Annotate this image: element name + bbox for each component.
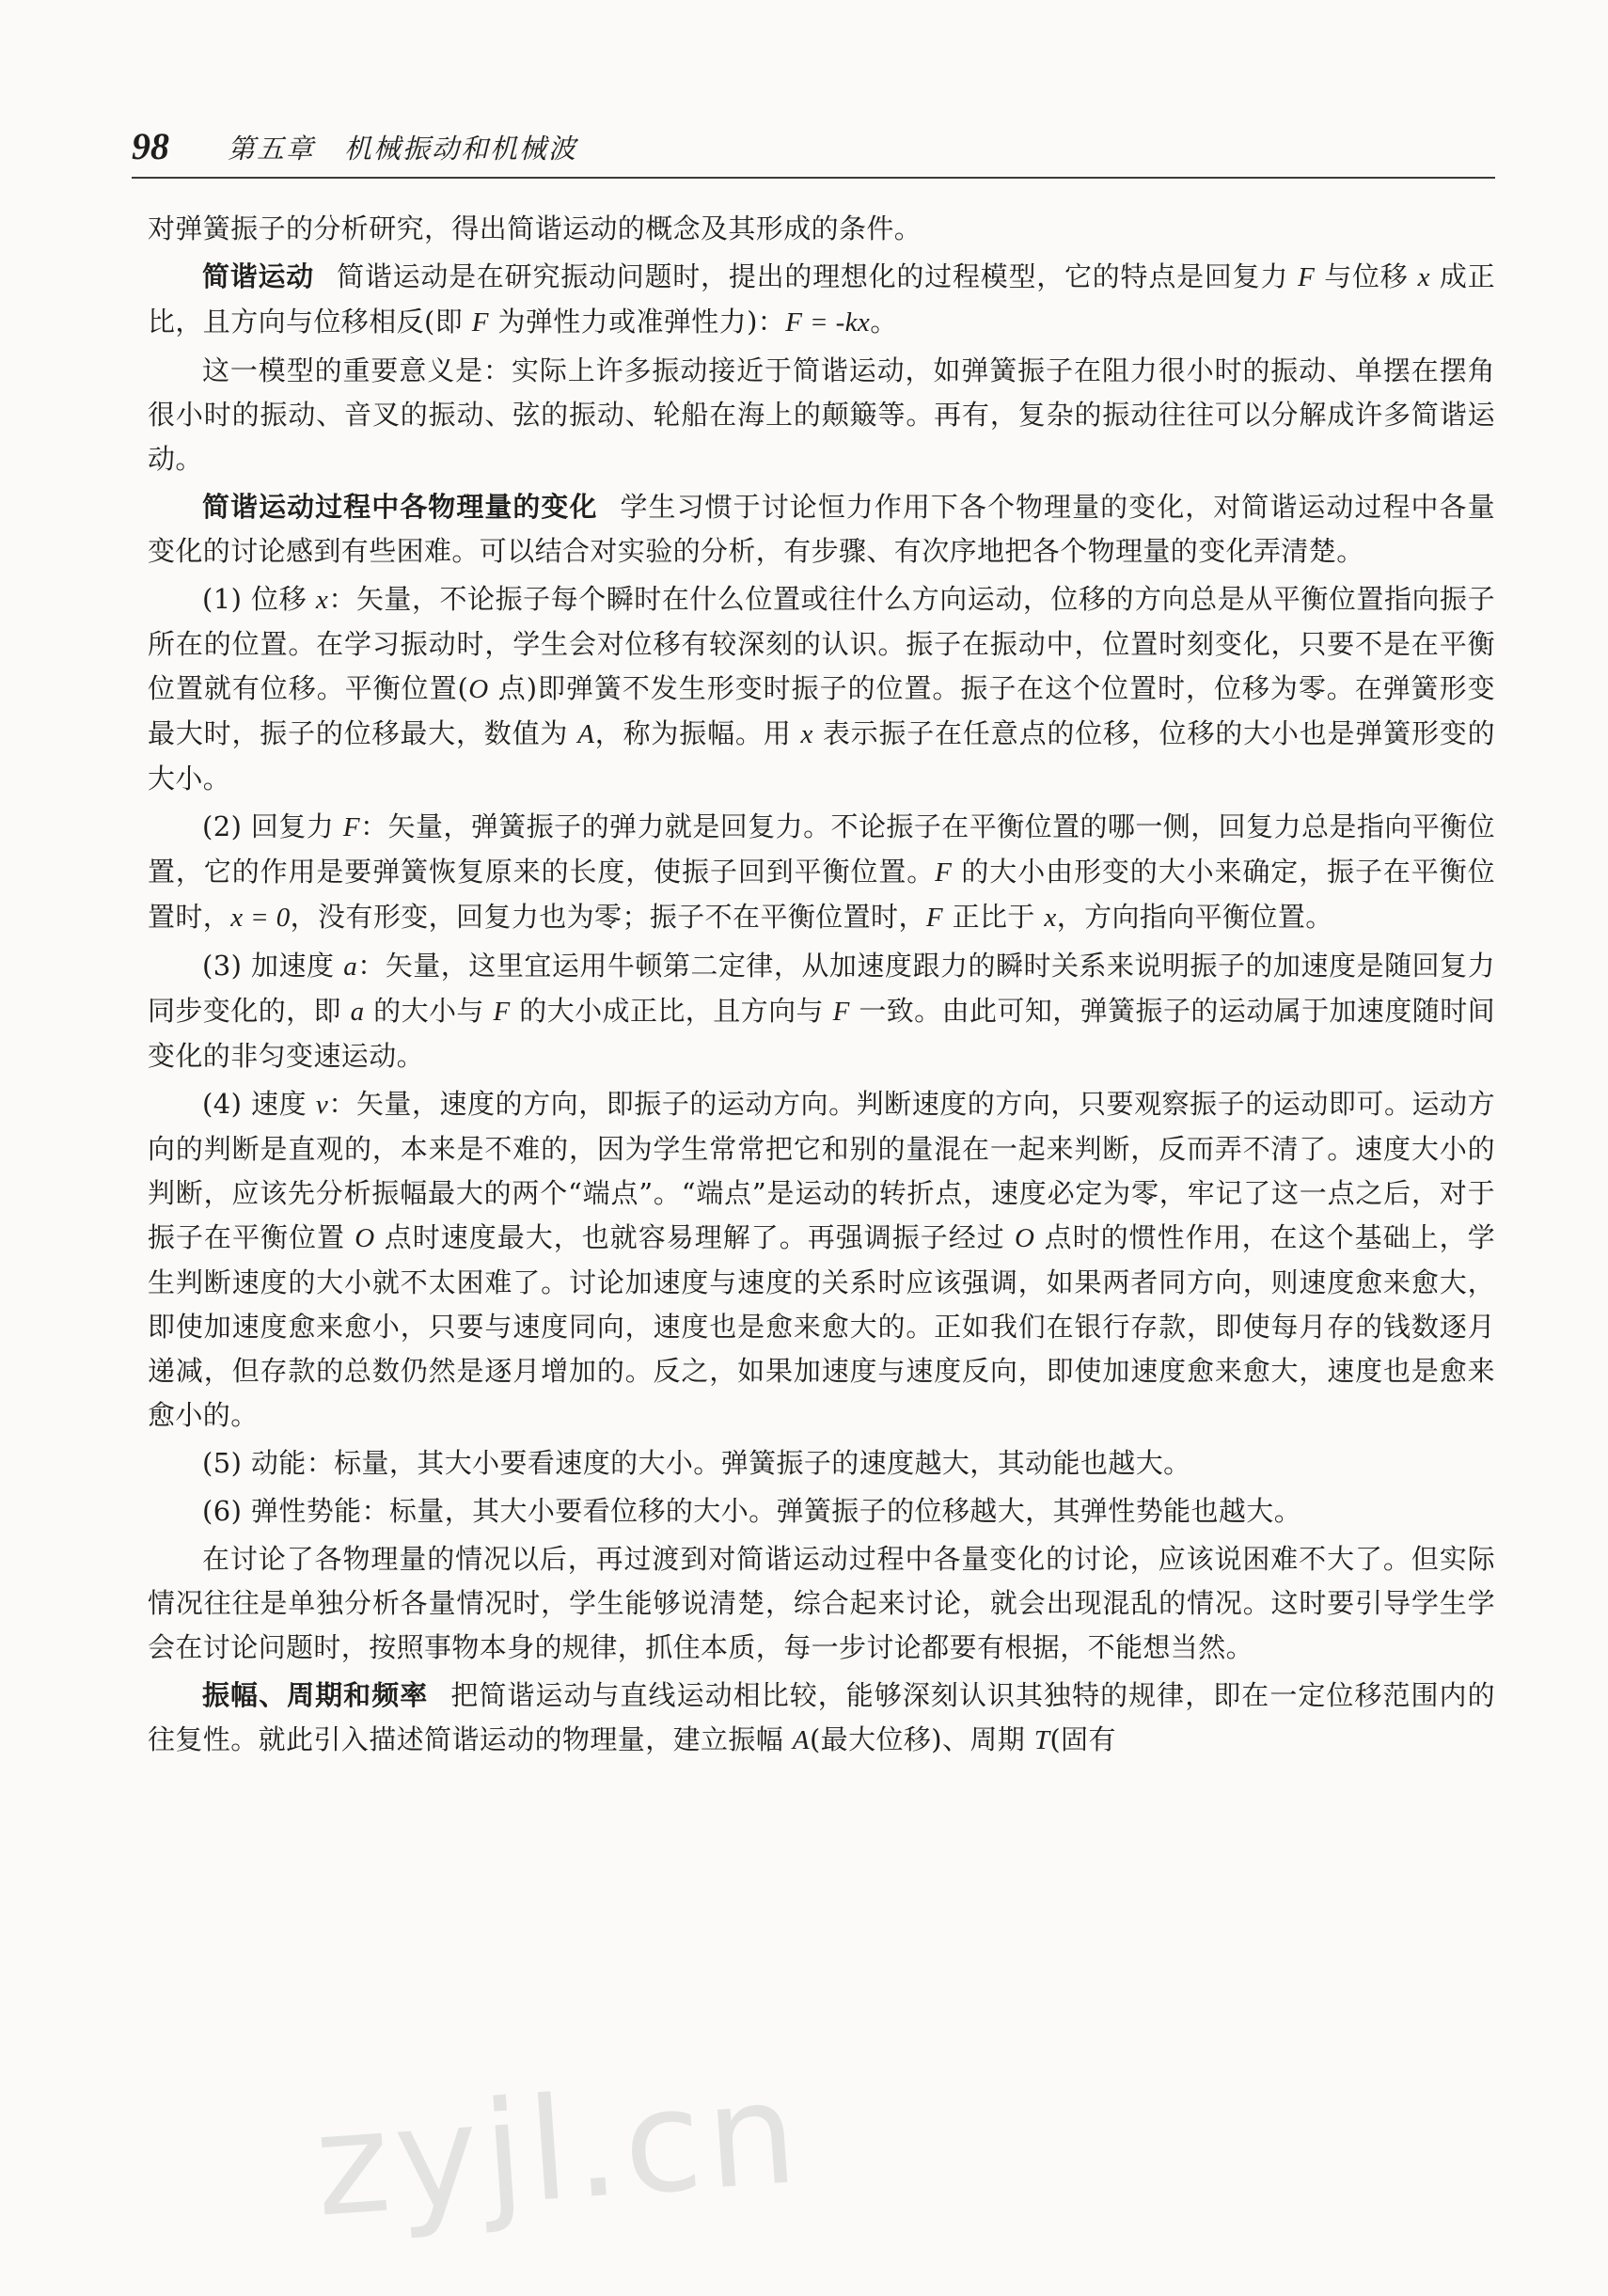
- variable: A: [792, 1725, 810, 1755]
- watermark: zyjl.cn: [309, 2051, 808, 2249]
- body-text: [148, 207, 1495, 1767]
- section-heading: 简谐运动: [202, 260, 315, 292]
- text: ，没有形变，回复力也为零；振子不在平衡位置时，: [290, 901, 926, 933]
- paragraph: 在讨论了各物理量的情况以后，再过渡到对简谐运动过程中各量变化的讨论，应该说困难不大了。但实际情况往往是单独分析各量情况时，学生能够说清楚，综合起来讨论，就会出现混乱的情况。这时要引导学生学会在讨论问题时，按照事物本身的规律，抓住本质，每一步讨论都要有根据，不能想当然。: [148, 1543, 1495, 1663]
- variable: F: [832, 997, 850, 1027]
- text: 学生习惯于讨论恒力作用下各个物理量的变化，对简谐运动过程中各量变化的讨论感到有些困难。可以结合对实验的分析，有步骤、有次序地把各个物理量的变化弄清楚。: [148, 491, 1495, 567]
- text: 的大小成正比，且方向与: [510, 995, 833, 1027]
- section-heading: 振幅、周期和频率: [202, 1679, 429, 1711]
- paragraph-kinetic-energy: (5) 动能：标量，其大小要看速度的大小。弹簧振子的速度越大，其动能也越大。: [202, 1447, 1191, 1479]
- paragraph: 这一模型的重要意义是：实际上许多振动接近于简谐运动，如弹簧振子在阻力很小时的振动、单摆在摆角很小时的振动、音叉的振动、弦的振动、轮船在海上的颠簸等。再有，复杂的振动往往可以分解成许多简谐运动。: [148, 354, 1495, 475]
- paragraph-simple-harmonic-motion: [148, 255, 1495, 345]
- paragraph-elastic-potential-energy: (6) 弹性势能：标量，其大小要看位移的大小。弹簧振子的位移越大，其弹性势能也越大。: [202, 1495, 1302, 1527]
- text: 点时的惯性作用，在这个基础上，学生判断速度的大小就不太困难了。讨论加速度与速度的关系时应该强调，如果两者同方向，则速度愈来愈大，即使加速度愈来愈小，只要与速度同向，速度也是愈来愈大的。正如我们在银行存款，即使每月存的钱数逐月递减，但存款的总数仍然是逐月增加的。反之，如果加速度与速度反向，即使加速度愈来愈大，速度也是愈来愈小的。: [148, 1221, 1495, 1431]
- section-heading: 简谐运动过程中各物理量的变化: [202, 491, 598, 523]
- text: (4) 速度: [202, 1088, 316, 1120]
- variable: F: [342, 812, 361, 842]
- variable: F: [935, 857, 953, 888]
- text: 。: [870, 306, 898, 338]
- variable: x: [800, 719, 813, 749]
- variable: O: [1015, 1223, 1035, 1253]
- paragraph-restoring-force: [148, 805, 1495, 940]
- text: ：矢量，不论振子每个瞬时在什么位置或往什么方向运动，位移的方向总是从平衡位置指向振子所在的位置。在学习振动时，学生会对位移有较深刻的认识。振子在振动中，位置时刻变化，只要不是在平衡位置就有位移。平衡位置(: [148, 583, 1495, 704]
- text: 简谐运动是在研究振动问题时，提出的理想化的过程模型，它的特点是回复力: [337, 260, 1299, 292]
- paragraph-acceleration: [148, 944, 1495, 1078]
- variable: F: [493, 997, 511, 1027]
- text: ，方向指向平衡位置。: [1056, 901, 1333, 933]
- formula: x = 0: [230, 903, 291, 933]
- text: 的大小由形变的大小来确定，振子在平衡位置时，: [148, 856, 1495, 933]
- variable: A: [577, 719, 595, 749]
- text: 的大小与: [364, 995, 494, 1027]
- paragraph-velocity: [148, 1082, 1495, 1438]
- paragraph-amplitude-period-frequency: [148, 1674, 1495, 1763]
- chapter-title: 第五章 机械振动和机械波: [228, 133, 578, 165]
- text: ：矢量，这里宜运用牛顿第二定律，从加速度跟力的瞬时关系来说明振子的加速度是随回复力同步变化的，即: [148, 950, 1496, 1027]
- text: 一致。由此可知，弹簧振子的运动属于加速度随时间变化的非匀变速运动。: [148, 995, 1496, 1072]
- text: (最大位移)、周期: [809, 1723, 1034, 1755]
- text: 点时速度最大，也就容易理解了。再强调振子经过: [374, 1221, 1016, 1253]
- page-header: [132, 120, 1495, 179]
- variable: F: [471, 307, 489, 338]
- text: 与位移: [1315, 260, 1418, 292]
- text: 表示振子在任意点的位移，位移的大小也是弹簧形变的大小。: [148, 717, 1495, 794]
- variable: a: [343, 951, 358, 982]
- text: (固有: [1049, 1723, 1116, 1755]
- text: ，称为振幅。用: [594, 717, 801, 749]
- text: ：矢量，速度的方向，即振子的运动方向。判断速度的方向，只要观察振子的运动即可。运动方向的判断是直观的，本来是不难的，因为学生常常把它和别的量混在一起来判断，反而弄不清了。速度大小的判断，应该先分析振幅最大的两个“端点”。“端点”是运动的转折点，速度必定为零，牢记了这一点之后，对于振子在平衡位置: [148, 1088, 1495, 1253]
- paragraph-displacement: [148, 577, 1495, 801]
- variable: x: [315, 585, 329, 615]
- text: (3) 加速度: [202, 950, 344, 982]
- variable: x: [1417, 262, 1430, 292]
- paragraph: 对弹簧振子的分析研究，得出简谐运动的概念及其形成的条件。: [148, 212, 922, 244]
- text: 为弹性力或准弹性力)：: [488, 306, 786, 338]
- text: (1) 位移: [202, 583, 316, 615]
- text: 把简谐运动与直线运动相比较，能够深刻认识其独特的规律，即在一定位移范围内的往复性。就此引入描述简谐运动的物理量，建立振幅: [148, 1679, 1495, 1755]
- variable: O: [355, 1223, 375, 1253]
- variable: F: [925, 903, 943, 933]
- formula: F = -kx: [785, 307, 871, 338]
- variable: O: [468, 674, 489, 704]
- text: 成正比，且方向与位移相反(即: [148, 260, 1495, 338]
- paragraph-quantities-change: [148, 485, 1495, 574]
- variable: F: [1298, 262, 1316, 292]
- text: 正比于: [942, 901, 1045, 933]
- variable: v: [315, 1090, 329, 1120]
- text: (2) 回复力: [202, 810, 343, 842]
- variable: a: [350, 997, 365, 1027]
- variable: x: [1044, 903, 1057, 933]
- variable: T: [1033, 1725, 1050, 1755]
- text: ：矢量，弹簧振子的弹力就是回复力。不论振子在平衡位置的哪一侧，回复力总是指向平衡位置，它的作用是要弹簧恢复原来的长度，使振子回到平衡位置。: [148, 810, 1495, 888]
- text: 点)即弹簧不发生形变时振子的位置。振子在这个位置时，位移为零。在弹簧形变最大时，振子的位移最大，数值为: [148, 672, 1495, 749]
- page-number: 98: [132, 125, 169, 167]
